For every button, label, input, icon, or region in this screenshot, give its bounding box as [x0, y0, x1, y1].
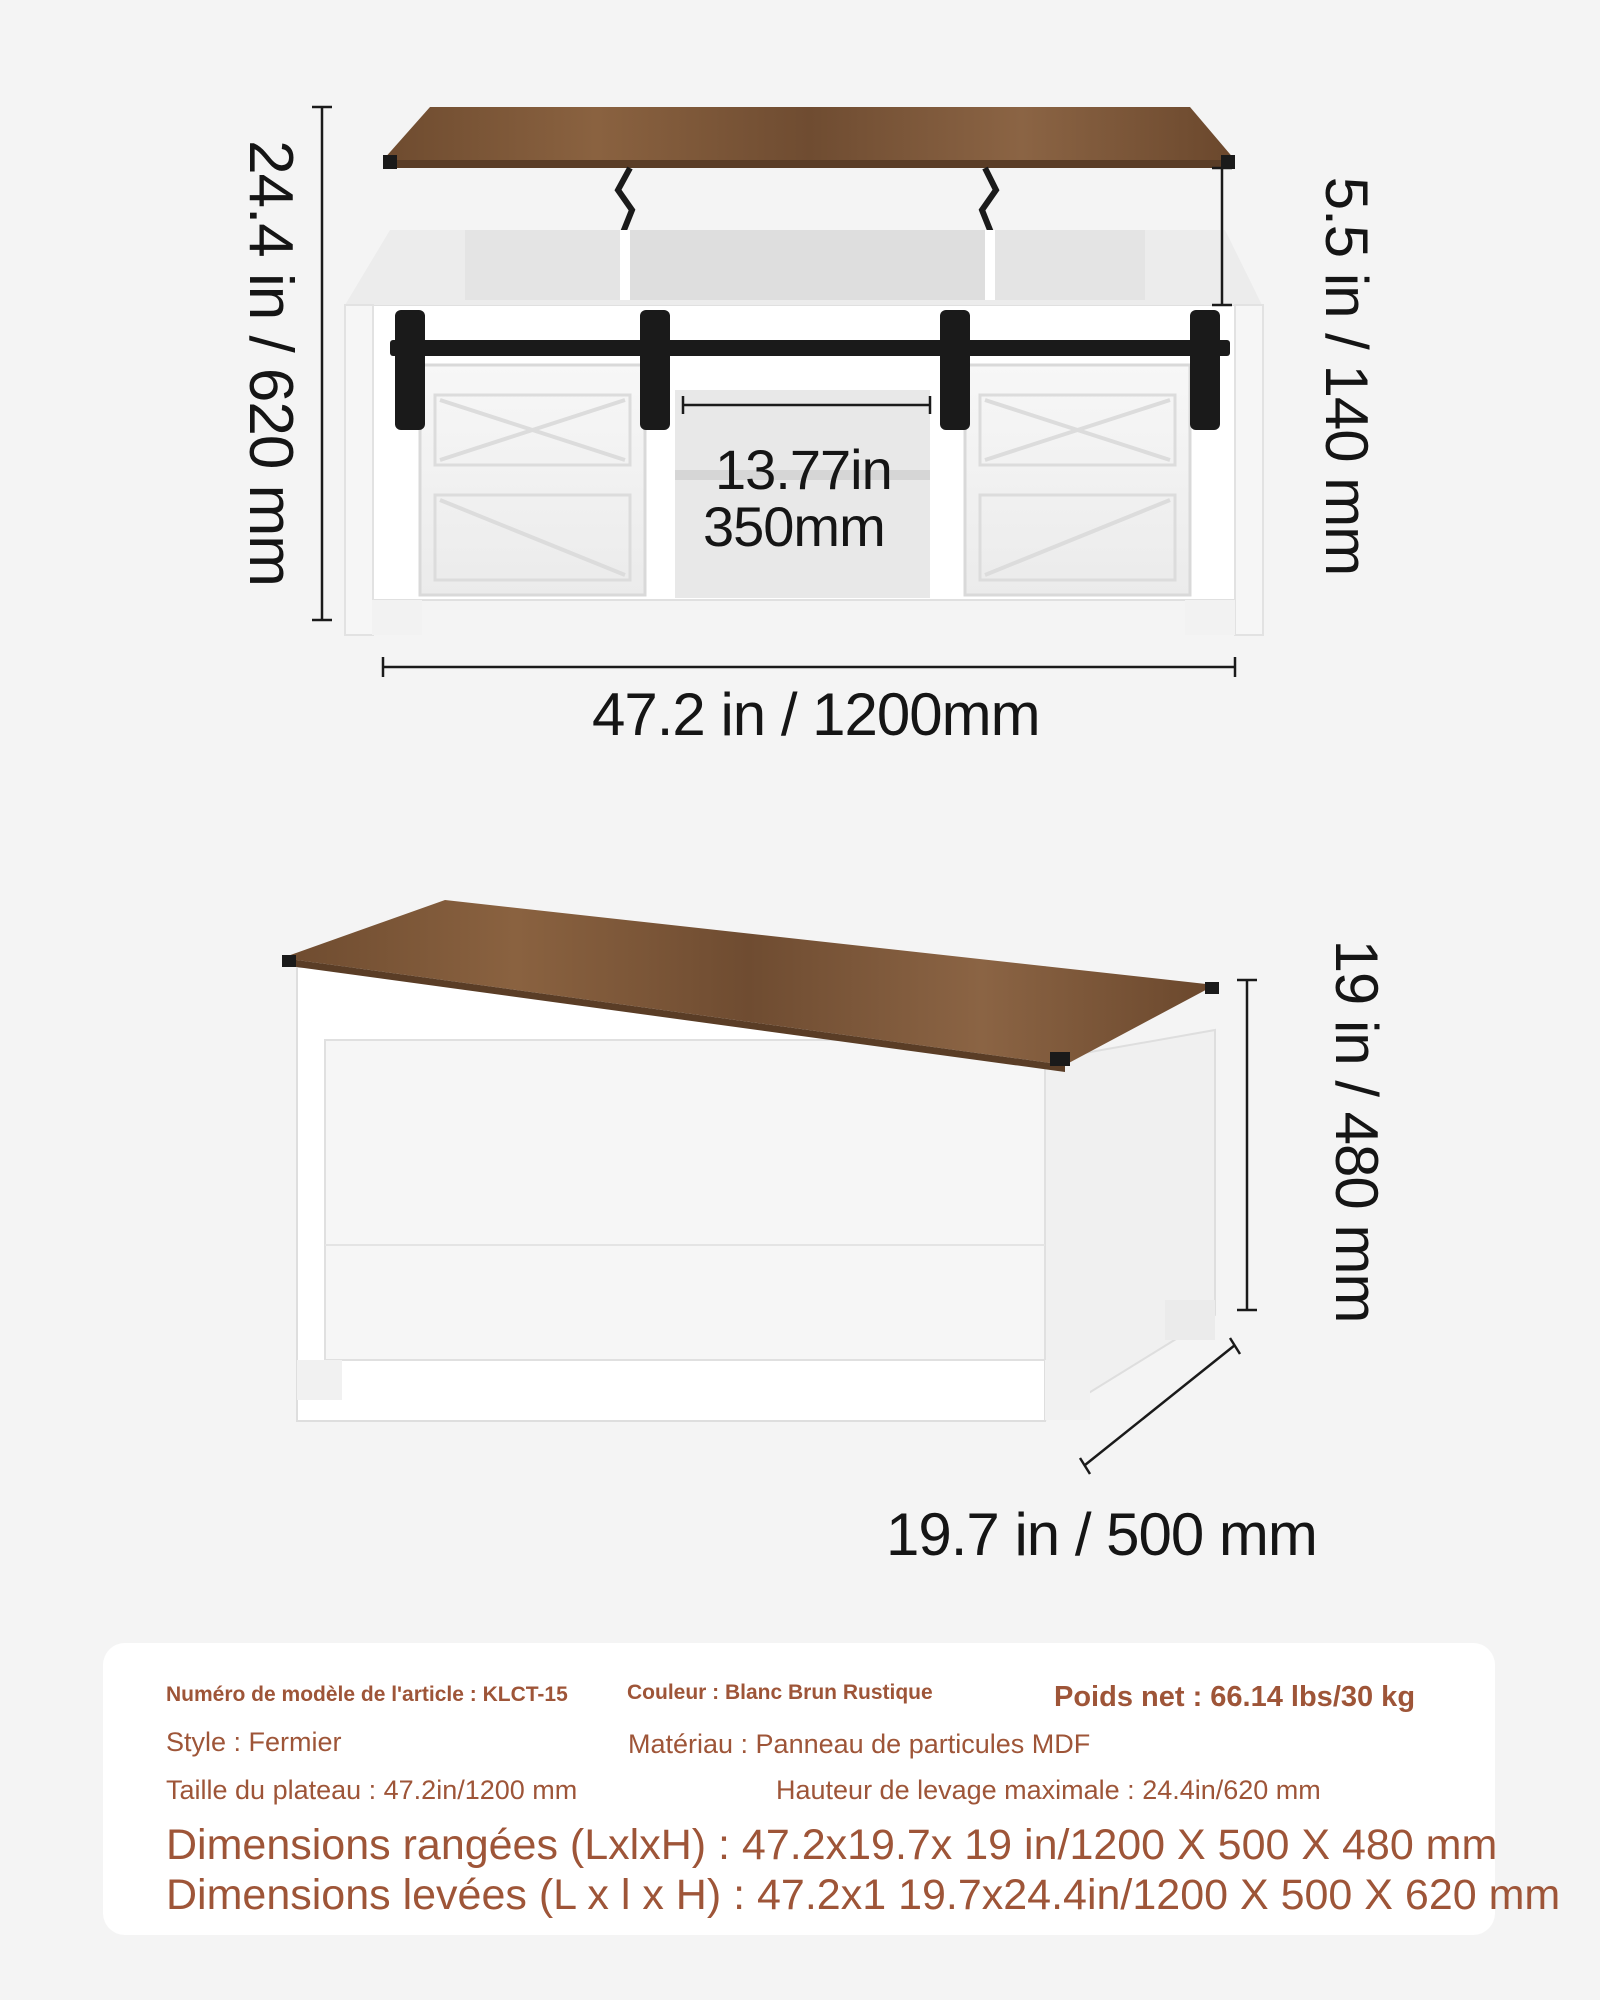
- lifted-tabletop: [383, 107, 1235, 160]
- width-label: 47.2 in / 1200mm: [592, 681, 1040, 748]
- spec-max-lift: Hauteur de levage maximale : 24.4in/620 mm: [776, 1775, 1321, 1805]
- closed-height-label: 19 in / 480 mm: [1323, 939, 1390, 1323]
- spec-color: Couleur : Blanc Brun Rustique: [627, 1681, 933, 1704]
- spec-model: Numéro de modèle de l'article : KLCT-15: [166, 1683, 568, 1706]
- spec-stored-dimensions: Dimensions rangées (LxlxH) : 47.2x19.7x 19 in/1200 X 500 X 480 mm: [166, 1821, 1498, 1869]
- lift-mechanism: [618, 168, 996, 240]
- spec-material: Matériau : Panneau de particules MDF: [628, 1729, 1091, 1759]
- spec-lifted-dimensions: Dimensions levées (L x l x H) : 47.2x1 19.7x24.4in/1200 X 500 X 620 mm: [166, 1871, 1561, 1919]
- closed-table-illustration: [282, 900, 1219, 1421]
- specifications-panel: [103, 1643, 1561, 1935]
- right-barn-door: [965, 365, 1190, 595]
- spec-top-size: Taille du plateau : 47.2in/1200 mm: [166, 1775, 578, 1805]
- left-barn-door: [420, 365, 645, 595]
- spec-style: Style : Fermier: [166, 1727, 342, 1757]
- inner-width-mm-label: 350mm: [703, 495, 885, 558]
- spec-weight: Poids net : 66.14 lbs/30 kg: [1054, 1681, 1416, 1713]
- lifted-height-label: 24.4 in / 620 mm: [236, 140, 305, 586]
- lift-gap-label: 5.5 in / 140 mm: [1313, 176, 1380, 576]
- depth-label: 19.7 in / 500 mm: [886, 1501, 1317, 1568]
- inner-width-in-label: 13.77in: [715, 438, 892, 501]
